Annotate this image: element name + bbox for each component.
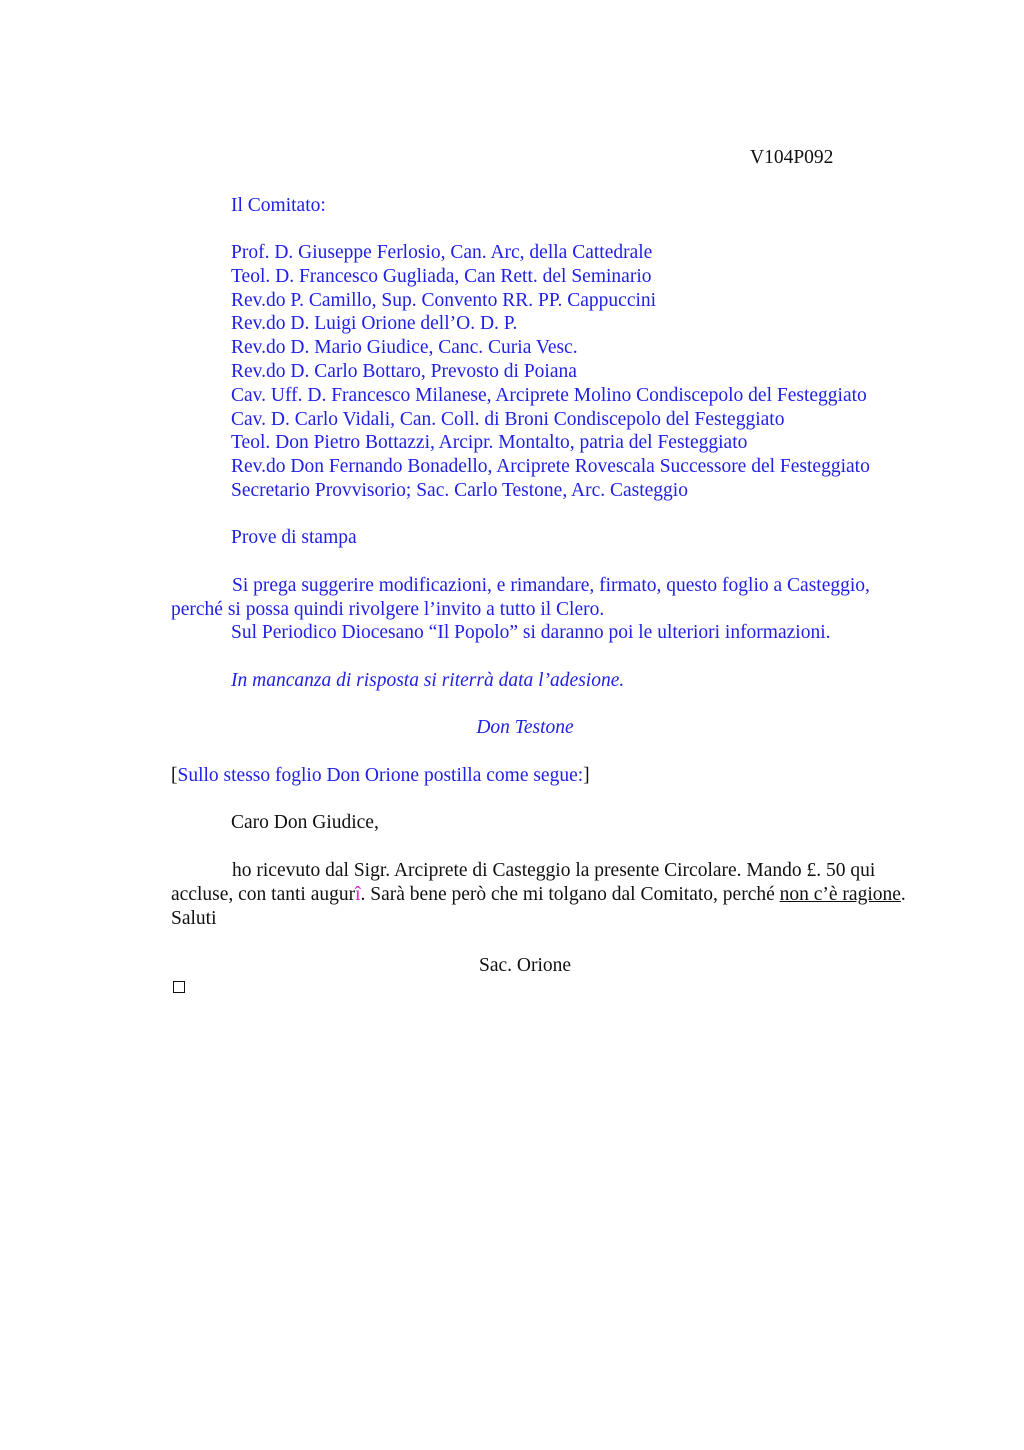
editorial-note-text: Sullo stesso foglio Don Orione postilla come segue: <box>177 765 584 786</box>
no-reply-note: In mancanza di risposta si riterrà data l’adesione. <box>231 670 625 691</box>
committee-member: Teol. Don Pietro Bottazzi, Arcipr. Montalto, patria del Festeggiato <box>231 432 748 454</box>
committee-member: Cav. Uff. D. Francesco Milanese, Arciprete Molino Condiscepolo del Festeggiato <box>231 384 867 406</box>
postscript-body <box>171 859 921 930</box>
postscript-signature: Sac. Orione <box>478 955 572 976</box>
postscript-highlight-glyph: î <box>355 883 361 905</box>
postscript-body-part: ho ricevuto dal Sigr. Arciprete di Casteggio la presente Circolare. Mando £. 50 qui accluse, con tanti augur <box>171 860 876 905</box>
document-id: V104P092 <box>750 147 834 168</box>
proofs-heading: Prove di stampa <box>231 527 357 548</box>
committee-member: Secretario Provvisorio; Sac. Carlo Testone, Arc. Casteggio <box>231 479 688 501</box>
editorial-open-bracket: [ <box>171 765 178 786</box>
postscript-salutation: Caro Don Giudice, <box>231 812 379 833</box>
committee-heading: Il Comitato: <box>231 195 326 216</box>
postscript-body-part: . Saluti <box>171 883 906 929</box>
committee-member: Rev.do D. Luigi Orione dell’O. D. P. <box>231 313 518 335</box>
committee-member: Rev.do D. Mario Giudice, Canc. Curia Vesc. <box>231 337 578 359</box>
periodical-line: Sul Periodico Diocesano “Il Popolo” si daranno poi le ulteriori informazioni. <box>231 622 831 643</box>
committee-member: Rev.do D. Carlo Bottaro, Prevosto di Poiana <box>231 360 577 382</box>
committee-member: Rev.do Don Fernando Bonadello, Arciprete Rovescala Successore del Festeggiato <box>231 456 870 478</box>
committee-member-list <box>231 241 870 503</box>
committee-member: Rev.do P. Camillo, Sup. Convento RR. PP. Cappuccini <box>231 289 657 311</box>
postscript-body-part: . Sarà bene però che mi tolgano dal Comitato, perché <box>360 883 780 905</box>
postscript-underlined-text: non c’è ragione <box>779 883 901 905</box>
request-paragraph: Si prega suggerire modificazioni, e rimandare, firmato, questo foglio a Casteggio, perché si possa quindi rivolgere l’invito a tutto il Clero. <box>171 575 870 620</box>
editorial-close-bracket: ] <box>583 765 590 786</box>
circular-signature: Don Testone <box>476 717 574 738</box>
committee-member: Cav. D. Carlo Vidali, Can. Coll. di Broni Condiscepolo del Festeggiato <box>231 408 785 430</box>
committee-member: Teol. D. Francesco Gugliada, Can Rett. del Seminario <box>231 265 652 287</box>
editorial-note <box>171 764 590 788</box>
committee-member: Prof. D. Giuseppe Ferlosio, Can. Arc, della Cattedrale <box>231 242 653 263</box>
checkbox-square-icon <box>173 981 185 993</box>
